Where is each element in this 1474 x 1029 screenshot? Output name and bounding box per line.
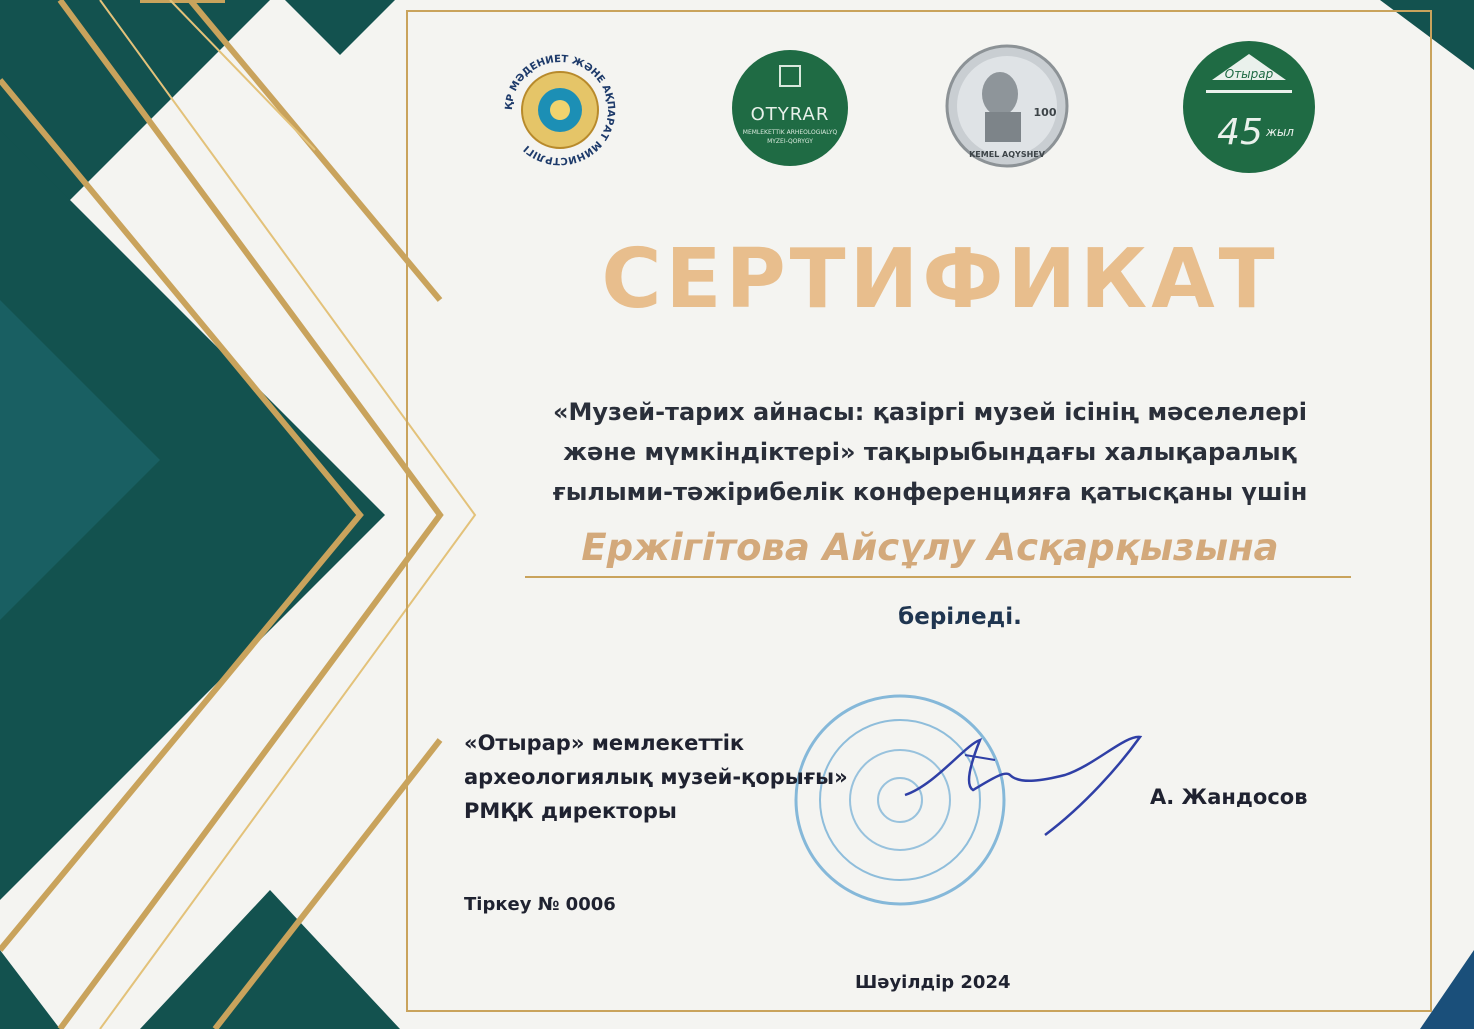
otyrar-museum-logo (730, 48, 850, 168)
otyrar-logo-sub2: MYZEI-QORYGY (767, 138, 813, 145)
name-underline (525, 576, 1351, 578)
registration-number: Тіркеу № 0006 (464, 894, 616, 915)
ministry-ring-text: ҚР МӘДЕНИЕТ ЖӘНЕ АҚПАРАТ МИНИСТРЛІГІ (503, 53, 617, 167)
awarded-text: беріледі. (898, 604, 1022, 630)
description-line: және мүмкіндіктері» тақырыбындағы халықаралық (563, 438, 1297, 466)
director-line: археологиялық музей-қорығы» (464, 765, 848, 789)
place-and-year: Шәуілдір 2024 (855, 972, 1011, 993)
otyrar-logo-name: OTYRAR (750, 104, 830, 125)
anniversary-word: жыл (1266, 125, 1294, 139)
anniversary-logo-name: Отырар (1224, 67, 1274, 81)
recipient-name: Ержігітова Айсұлу Асқарқызына (581, 526, 1279, 569)
anniversary-number: 45 (1217, 112, 1263, 153)
otyrar-logo-sub1: MEMLEKETTIK ARHEOLOGIALYQ (742, 129, 838, 136)
commemorative-coin-logo (945, 44, 1070, 169)
certificate-description (500, 392, 1360, 512)
director-line: РМҚК директоры (464, 799, 677, 823)
certificate-title: СЕРТИФИКАТ (601, 232, 1279, 327)
ministry-emblem-logo (500, 50, 620, 170)
description-line: ғылыми-тәжірибелік конференцияға қатысқаны үшін (552, 478, 1308, 506)
director-title (464, 726, 848, 828)
description-line: «Музей-тарих айнасы: қазіргі музей ісінің мәселелері (553, 398, 1307, 426)
director-signature (895, 725, 1155, 845)
coin-name-text: KEMEL AQYSHEV (969, 150, 1045, 159)
coin-number: 100 (1033, 106, 1057, 119)
otyrar-45-years-logo (1182, 40, 1317, 175)
director-line: «Отырар» мемлекеттік (464, 731, 745, 755)
signer-name: А. Жандосов (1150, 785, 1308, 809)
